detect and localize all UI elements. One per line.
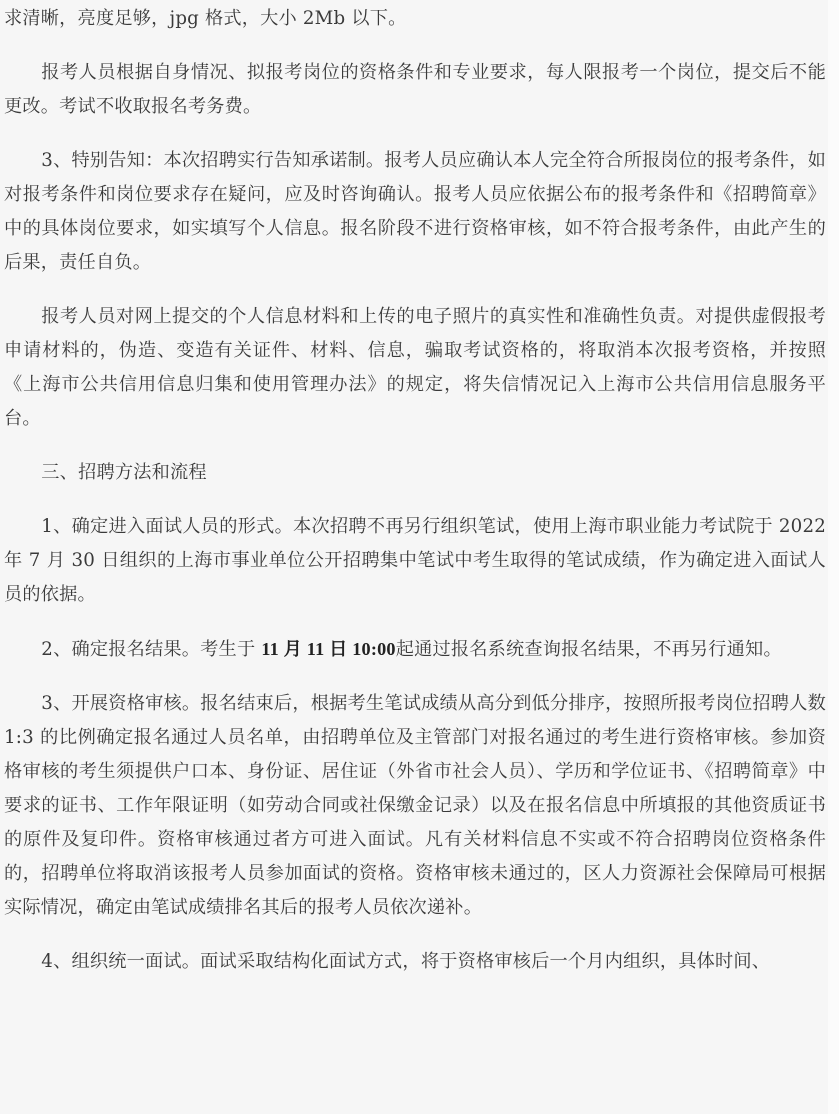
article-body	[4, 2, 826, 999]
registration-result-datetime: 11 月 11 日 10:00	[261, 639, 396, 659]
paragraph-step-3-qualification-review: 3、开展资格审核。报名结束后，根据考生笔试成绩从高分到低分排序，按照所报考岗位招聘人数 1:3 的比例确定报名通过人员名单，由招聘单位及主管部门对报名通过的考生进行资格审核。参加资格审核的考生须提供户口本、身份证、居住证（外省市社会人员）、学历和学位证书、《招聘简章》中要求的证书、工作年限证明（如劳动合同或社保缴金记录）以及在报名信息中所填报的其他资质证书的原件及复印件。资格审核通过者方可进入面试。凡有关材料信息不实或不符合招聘岗位资格条件的，招聘单位将取消该报考人员参加面试的资格。资格审核未通过的，区人力资源社会保障局可根据实际情况，确定由笔试成绩排名其后的报考人员依次递补。	[4, 693, 826, 918]
paragraph-one-post-limit: 报考人员根据自身情况、拟报考岗位的资格条件和专业要求，每人限报考一个岗位，提交后不能更改。考试不收取报名考务费。	[4, 62, 826, 117]
paragraph-photo-requirement-tail: 求清晰，亮度足够，jpg 格式，大小 2Mb 以下。	[4, 8, 407, 29]
step-2-text-before: 2、确定报名结果。考生于	[41, 639, 262, 660]
step-2-text-after: 起通过报名系统查询报名结果，不再另行通知。	[395, 639, 782, 660]
paragraph-special-notice: 3、特别告知：本次招聘实行告知承诺制。报考人员应确认本人完全符合所报岗位的报考条件，如对报考条件和岗位要求存在疑问，应及时咨询确认。报考人员应依据公布的报考条件和《招聘简章》中的具体岗位要求，如实填写个人信息。报名阶段不进行资格审核，如不符合报考条件，由此产生的后果，责任自负。	[4, 150, 826, 273]
paragraph-step-2-registration-result	[4, 632, 826, 667]
paragraph-step-1-interview-basis: 1、确定进入面试人员的形式。本次招聘不再另行组织笔试，使用上海市职业能力考试院于 2022 年 7 月 30 日组织的上海市事业单位公开招聘集中笔试中考生取得的笔试成绩，作为确定进入面试人员的依据。	[4, 516, 826, 605]
section-heading-recruitment-process: 三、招聘方法和流程	[41, 462, 207, 483]
paragraph-step-4-interview: 4、组织统一面试。面试采取结构化面试方式，将于资格审核后一个月内组织，具体时间、	[41, 951, 771, 972]
paragraph-authenticity-responsibility: 报考人员对网上提交的个人信息材料和上传的电子照片的真实性和准确性负责。对提供虚假报考申请材料的，伪造、变造有关证件、材料、信息，骗取考试资格的，将取消本次报考资格，并按照《上海市公共信用信息归集和使用管理办法》的规定，将失信情况记入上海市公共信用信息服务平台。	[4, 306, 826, 429]
